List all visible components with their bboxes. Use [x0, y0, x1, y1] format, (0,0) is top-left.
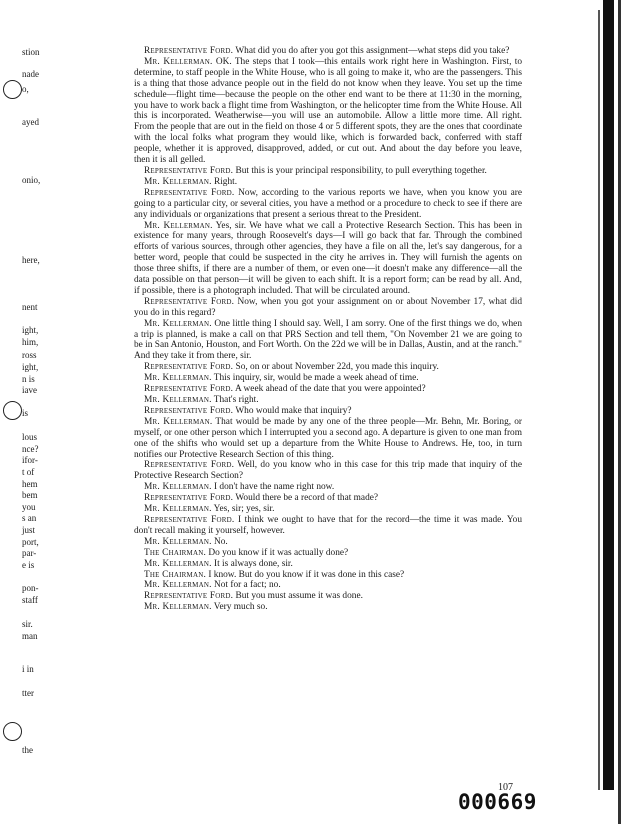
testimony-paragraph [134, 591, 522, 602]
speech-text: Would there be a record of that made? [233, 493, 379, 504]
speech-text: Well, do you know who in this case for this trip made that inquiry of the Protective Research Section? [134, 460, 522, 482]
margin-fragment: nent [22, 302, 38, 312]
speech-text: That's right. [211, 395, 259, 405]
testimony-paragraph [134, 537, 522, 548]
margin-fragment: staff [22, 595, 38, 605]
margin-fragment: e is [22, 560, 35, 570]
margin-fragment: nade [22, 69, 39, 79]
testimony-paragraph [134, 493, 522, 504]
testimony-paragraph [134, 548, 522, 559]
margin-fragment: you [22, 502, 36, 512]
speaker-name: Mr. Kellerman. [144, 558, 212, 569]
margin-fragment: man [22, 631, 38, 641]
speech-text: I know. But do you know if it was done in this case? [206, 569, 405, 580]
testimony-paragraph [134, 580, 522, 591]
speaker-name: Mr. Kellerman. [144, 395, 212, 405]
speech-text: That would be made by any one of the three people—Mr. Behn, Mr. Boring, or myself, or one other person which I interrupted you a second ago. A departure is given to one man from one of the shifts who would set up a departure from the White House to Andrews. He, too, in turn notifies our Protective Research Section of this thing. [134, 416, 523, 460]
testimony-paragraph [134, 602, 522, 613]
speaker-name: Representative Ford. [144, 591, 234, 602]
speaker-name: Representative Ford. [144, 296, 235, 307]
speech-text: This inquiry, sir, would be made a week ahead of time. [211, 373, 419, 384]
speaker-name: Representative Ford. [144, 405, 234, 416]
testimony-paragraph [134, 319, 522, 363]
testimony-paragraph [134, 46, 522, 57]
binding-line [598, 10, 600, 790]
margin-fragment: hem [22, 479, 38, 489]
speaker-name: The Chairman. [144, 569, 206, 580]
speech-text: What did you do after you got this assignment—what steps did you take? [233, 46, 510, 56]
margin-fragment: onio, [22, 175, 41, 185]
speech-text: A week ahead of the date that you were appointed? [233, 384, 426, 395]
speech-text: Now, according to the various reports we have, when you know you are going to a particular city, or several cities, you have a method or a procedure to check to see if there are any individuals or organizations that present a serious threat to the President. [134, 187, 523, 220]
binding-edge [598, 0, 640, 824]
margin-fragment: i in [22, 664, 34, 674]
testimony-paragraph [134, 570, 522, 581]
testimony-paragraph [134, 373, 522, 384]
left-margin-clipped-text [0, 0, 48, 824]
speech-text: Not for a fact; no. [211, 580, 281, 591]
speaker-name: Mr. Kellerman. [144, 220, 213, 231]
testimony-paragraph [134, 482, 522, 493]
margin-fragment: ifor- [22, 455, 38, 465]
margin-fragment: ight, [22, 325, 39, 335]
margin-fragment: t of [22, 467, 35, 477]
testimony-paragraph [134, 417, 522, 461]
margin-fragment: stion [22, 47, 40, 57]
speaker-name: Mr. Kellerman. [144, 416, 213, 427]
margin-fragment: tter [22, 688, 34, 698]
margin-fragment: o, [22, 84, 29, 94]
margin-fragment: here, [22, 255, 40, 265]
testimony-paragraph [134, 395, 522, 406]
testimony-paragraph [134, 166, 522, 177]
margin-fragment: s an [22, 513, 37, 523]
speaker-name: Mr. Kellerman. [144, 373, 212, 384]
speech-text: One little thing I should say. Well, I am sorry. One of the first things we do, when a trip is planned, is make a call on that PRS Section and tell them, "On November 21 we are going to be in San Antonio, Houston, and Fort Worth. On the 22d we will be in Dallas, Austin, and at the ranch." And they take it from there, sir. [134, 318, 522, 362]
margin-fragment: the [22, 745, 33, 755]
speaker-name: Mr. Kellerman. [144, 176, 212, 187]
speech-text: It is always done, sir. [211, 558, 293, 569]
speaker-name: Representative Ford. [144, 514, 235, 525]
speech-text: No. [211, 536, 228, 547]
testimony-paragraph [134, 362, 522, 373]
margin-fragment: just [22, 525, 36, 535]
testimony-paragraph [134, 515, 522, 537]
speech-text: Very much so. [211, 602, 268, 613]
testimony-paragraph [134, 57, 522, 166]
testimony-paragraph [134, 406, 522, 417]
punch-hole-icon [3, 401, 22, 420]
binding-bar [603, 0, 614, 790]
speaker-name: Mr. Kellerman. [144, 318, 212, 329]
speaker-name: The Chairman. [144, 547, 206, 558]
testimony-paragraph [134, 188, 522, 221]
testimony-paragraph [134, 177, 522, 188]
page-edge [618, 0, 621, 824]
speaker-name: Representative Ford. [144, 493, 234, 504]
testimony-paragraph [134, 460, 522, 482]
speech-text: So, on or about November 22d, you made this inquiry. [233, 362, 439, 373]
testimony-text [134, 46, 522, 613]
speech-text: OK. The steps that I took—this entails work right here in Washington. First, to determine, to staff people in the White House, who is all going to make it, who are the passengers. This is a thing that those advance people out in the field do not know when they leave. You set up the time schedule—flight time—because the people on the other end want to be there at 11:30 in the morning, you have to work back a flight time from Washington, or the helicopter time from the White House. All this is incorporated. Weatherwise—you will use an automobile. Allow a little more time. All right. From the people that are out in the field on those 4 or 5 different spots, they are the ones that coordinate with the local folks what program they would like, which is forwarded back, conferred with staff people, whether it is approved, disapproved, added, or cut out. And about the day before you leave, then it is all gelled. [134, 56, 523, 166]
margin-fragment: port, [22, 537, 39, 547]
punch-hole-icon [3, 722, 22, 741]
speech-text: I don't have the name right now. [211, 482, 335, 493]
speaker-name: Mr. Kellerman. [144, 536, 212, 547]
page-number: 107 [498, 782, 513, 793]
speech-text: But you must assume it was done. [233, 591, 363, 602]
speaker-name: Representative Ford. [144, 187, 235, 198]
margin-fragment: bem [22, 490, 38, 500]
speaker-name: Mr. Kellerman. [144, 602, 212, 613]
document-number: 000669 [458, 790, 537, 814]
margin-fragment: him, [22, 337, 39, 347]
speech-text: But this is your principal responsibility, to pull everything together. [233, 165, 487, 176]
margin-fragment: ross [22, 350, 37, 360]
punch-hole-icon [3, 80, 22, 99]
margin-fragment: n is [22, 374, 35, 384]
margin-fragment: pon- [22, 583, 39, 593]
speech-text: Yes, sir. We have what we call a Protective Research Section. This has been in existence for many years, through Roosevelt's days—I will go back that far. Through the combined efforts of various sources, through other agencies, they have a file on all the, let's say dangerous, for a better word, people that could be suspected in the city he arrives in. They will furnish the agents on those three shifts, if there are a number of them, or even one—it doesn't make any difference—all the data possible on that person—it will be given to each shift. It is a report form; can be read by all. And, if possible, there is a photograph included. That will be circulated around. [134, 220, 522, 296]
speaker-name: Representative Ford. [144, 460, 235, 471]
speaker-name: Representative Ford. [144, 46, 234, 56]
speaker-name: Mr. Kellerman. [144, 504, 212, 515]
testimony-paragraph [134, 297, 522, 319]
margin-fragment: lous [22, 432, 38, 442]
speaker-name: Mr. Kellerman. [144, 56, 213, 67]
speech-text: Who would make that inquiry? [233, 405, 352, 416]
margin-fragment: ayed [22, 117, 39, 127]
speech-text: Do you know if it was actually done? [206, 547, 349, 558]
speech-text: I think we ought to have that for the record—the time it was made. You don't recall making it yourself, however. [134, 514, 522, 536]
speech-text: Now, when you got your assignment on or about November 17, what did you do in this regard? [134, 296, 523, 318]
margin-fragment: nce? [22, 444, 39, 454]
testimony-paragraph [134, 504, 522, 515]
margin-fragment: ight, [22, 362, 39, 372]
margin-fragment: sir. [22, 619, 33, 629]
speaker-name: Mr. Kellerman. [144, 580, 212, 591]
speaker-name: Representative Ford. [144, 384, 234, 395]
testimony-paragraph [134, 221, 522, 297]
testimony-paragraph [134, 384, 522, 395]
speech-text: Yes, sir; yes, sir. [211, 504, 275, 515]
speaker-name: Representative Ford. [144, 165, 234, 176]
margin-fragment: is [22, 408, 29, 418]
margin-fragment: par- [22, 548, 37, 558]
margin-fragment: iave [22, 385, 37, 395]
speaker-name: Representative Ford. [144, 362, 234, 373]
testimony-paragraph [134, 559, 522, 570]
speech-text: Right. [211, 176, 238, 187]
speaker-name: Mr. Kellerman. [144, 482, 212, 493]
